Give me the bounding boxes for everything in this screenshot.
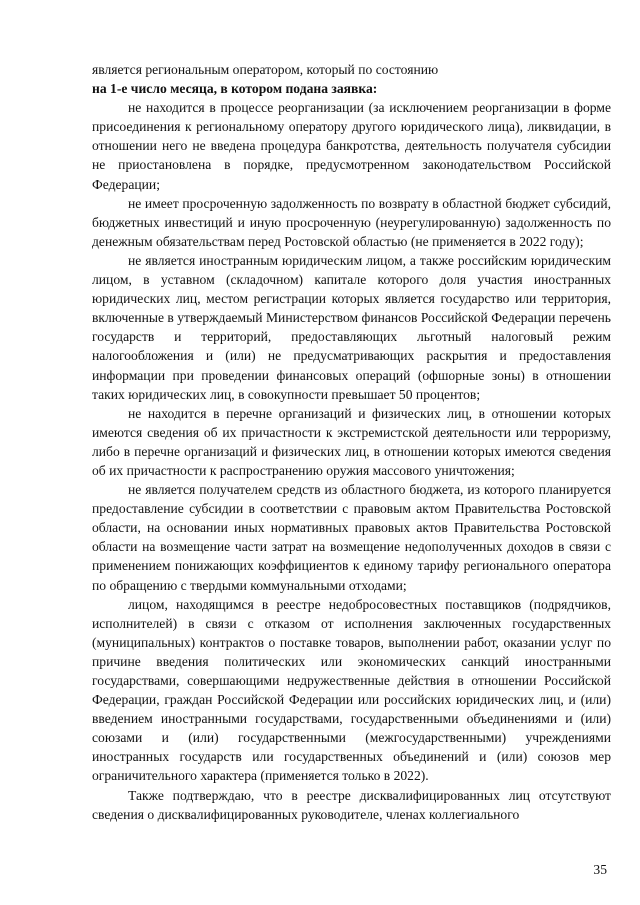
paragraph-unreliable-suppliers: лицом, находящимся в реестре недобросовестных поставщиков (подрядчиков, исполнителей) в связи с отказом от исполнения заключенных государственных (муниципальных) контрактов о поставке товаров, выполнении работ, оказании услуг по причине введения политических или экономических санкций иностранными государствами, совершающими недружественные действия в отношении Российской Федерации, граждан Российской Федерации или российских юридических лиц, и (или) введением иностранными государствами, государственными объединениями и (или) союзами и (или) государственными (межгосударственными) учреждениями иностранных государств или государственных объединений и (или) союзов мер ограничительного характера (применяется только в 2022). bbox=[92, 596, 611, 784]
paragraph-disqualified-persons: Также подтверждаю, что в реестре дисквалифицированных лиц отсутствуют сведения о дисквалифицированных руководителе, членах коллегиального bbox=[92, 787, 611, 822]
paragraph-debt: не имеет просроченную задолженность по возврату в областной бюджет субсидий, бюджетных инвестиций и иную просроченную (неурегулированную) задолженность по денежным обязательствам перед Ростовской областью (не применяется в 2022 году); bbox=[92, 195, 611, 249]
paragraph-foreign-entity: не является иностранным юридическим лицом, а также российским юридическим лицом, в уставном (складочном) капитале которого доля участия иностранных юридических лиц, местом регистрации которых является государство или территория, включенные в утверждаемый Министерством финансов Российской Федерации перечень государств и территорий, предоставляющих льготный налоговый режим налогообложения и (или) не предусматривающих раскрытия и предоставления информации при проведении финансовых операций (офшорные зоны) в отношении таких юридических лиц, в совокупности превышает 50 процентов; bbox=[92, 252, 611, 402]
paragraph-reorganization: не находится в процессе реорганизации (за исключением реорганизации в форме присоединения к региональному оператору другого юридического лица), ликвидации, в отношении него не введена процедура банкротства, деятельность получателя субсидии не приостановлена в порядке, предусмотренном законодательством Российской Федерации; bbox=[92, 100, 611, 192]
paragraph-operator-status: является региональным оператором, который по состоянию bbox=[92, 62, 439, 77]
paragraph-date-condition: на 1-е число месяца, в котором подана заявка: bbox=[92, 81, 378, 97]
paragraph-budget-recipient: не является получателем средств из областного бюджета, из которого планируется предоставление субсидии в соответствии с правовым актом Правительства Ростовской области, на основании иных нормативных правовых актов Правительства Ростовской области на возмещение части затрат на возмещение недополученных доходов в связи с применением понижающих коэффициентов к единому тарифу регионального оператора по обращению с твердыми коммунальными отходами; bbox=[92, 482, 611, 593]
document-body bbox=[92, 60, 611, 824]
paragraph-extremism-list: не находится в перечне организаций и физических лиц, в отношении которых имеются сведения об их причастности к экстремистской деятельности или терроризму, либо в перечне организаций и физических лиц, в отношении которых имеются сведения об их причастности к распространению оружия массового уничтожения; bbox=[92, 405, 611, 478]
page-number: 35 bbox=[593, 862, 607, 877]
